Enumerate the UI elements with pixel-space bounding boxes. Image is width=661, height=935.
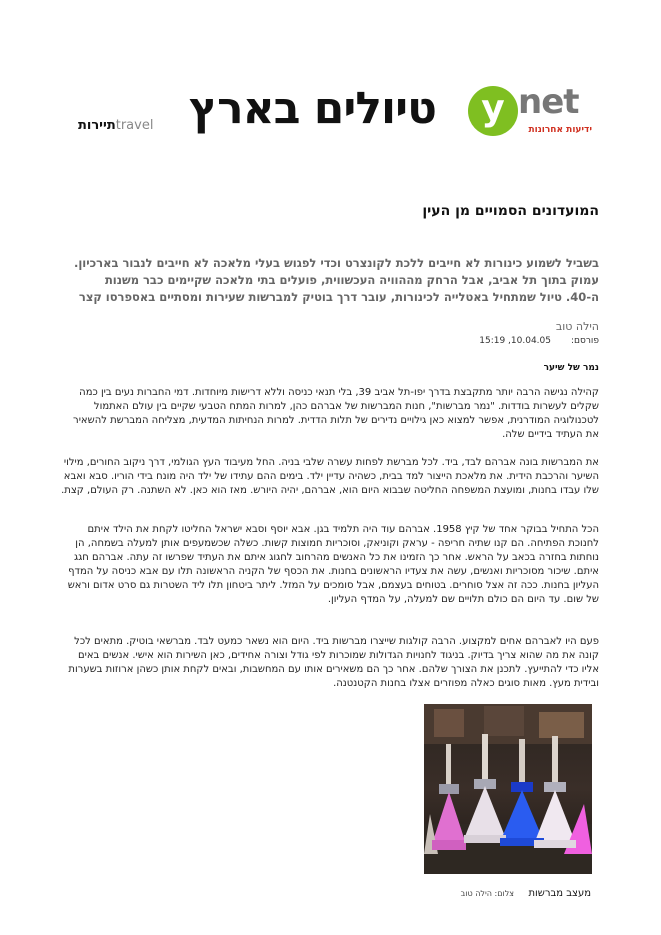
ynet-logo-net: net: [518, 82, 579, 122]
photo-credit: צלום: הילה טוב: [460, 889, 514, 898]
travel-logo-english: travel: [115, 118, 154, 133]
published-date: 15:19 ,10.04.05: [479, 336, 551, 346]
ynet-logo[interactable]: [468, 82, 592, 138]
article-paragraph: הכל התחיל בבוקר אחד של קיץ 1958. אברהם עוד היה תלמיד בגן. אבא יוסף וסבא ישראל החליטו לקחת את הילד איתם לחנוכת הפתיחה. הם קנו שתיה חריפה - עראק וקוניאק, וסוכריות חמוצות קשות. כשלה שכשמעפים אותן למעלה בשמחה, הן נוחתות בחזרה בכאב על הראש. אחר כך הזמינו את כל האנשים מהרחוב לחגוג איתם את העתיד שפרשו זה עתה. אברהם חגג איתם. שיכור מסוכריות ואנשים, עשה את צעדיו הראשונים בחנות. את הכסף של הקניה הראשונה תלו עם אבא כניסה על המדף העליון בחנות. ככה זה אצל סוחרים. בטוחים בעצמם, אבל סומכים על המזל. ליתר ביטחון תלו ליד השטרות גם סרט אדום וראש של שום. עד היום הם כולם תלויים שם למעלה, על המדף העליון.: [67, 524, 599, 605]
published-label: פורסם:: [571, 336, 599, 346]
photo-caption: מעצב מברשות: [528, 888, 591, 899]
article-author[interactable]: הילה טוב: [555, 320, 599, 333]
article-paragraph: קהילה נגישה הרבה יותר מתקבצת בדרך יפו-תל אביב 39, בלי תנאי כניסה וללא דרישות מיוחדות. דמי החברות נעים בין כמה שקלים לעשרות בודדות. "נמר מברשות", חנות המברשות של אברהם כהן, למרות המתח הטבעי שקיים בין עולם האתמול לטכנולוגיה המודרנית, אפשר למצוא כאן גילויים נדירים של תלות הדדית. למרות הנחיתות המדעית, מצליחה המברשת להשאיר את העתיד בידיים שלה.: [73, 387, 599, 440]
ynet-logo-subtitle: ידיעות אחרונות: [528, 125, 592, 135]
article-headline: המועדונים הסמויים מן העין: [422, 203, 599, 219]
article-subtitle: בשביל לשמוע כינורות לא חייבים ללכת לקונצרט וכדי לפגוש בעלי מלאכה לא חייבים לנבור בארכיון. עמוק בתוך תל אביב, אבל הרחק מההוויה העכשווית, פועלים בתי מלאכה שקיימים כבר משנות ה-40. טיול שמתחיל באטלייה לכינורות, עובר דרך בוטיק למברשות שעירות ומסתיים באספרסו קצר: [73, 256, 599, 304]
article-photo-brushes: [424, 704, 592, 874]
section-title: נמר של שיער: [543, 363, 599, 373]
article-paragraph: פעם היו לאברהם אחים למקצוע. הרבה קולגות שייצרו מברשות ביד. היום הוא נשאר כמעט לבד. מברשאי בוטיק. מתאים לכל קונה את מה שהוא צריך בדיוק. בניגוד לחנויות הגדולות שמוכרות לפי גודל וצורה אחידים, כאן השירות הוא אישי. אנשים באים אליו כדי להתייעץ. לתכנן את הצורך שלהם. אחר כך הם משאירים אותו עם המחשבות, ובאים לקחת אותן כשהן ארוזות בשערות ובידית מעץ. מאות סוגים כאלה מפוזרים אצלו בחנות הקטנטנה.: [68, 636, 599, 689]
article-paragraph: את המברשות בונה אברהם לבד, ביד. לכל מברשת לפחות עשרה שלבי בניה. החל מעיבוד העץ הגולמי, דרך ניקוב החורים, מילוי השיער והרכבת הידית. את מלאכת הייצור למד בבית, כשהיה עדיין ילד. בימים ההם עתידו של ילד היה מונח בידי הוריו. סבא ואבא שלו עבדו בחנות, ומועצת המשפחה החליטה שבבוא היום הוא, אברהם, יהיה היורש. מאז הוא כאן. לא השתנה. רק העולם, קצת.: [61, 457, 599, 496]
travel-logo-hebrew: תיירות: [78, 118, 116, 133]
masthead-title: טיולים בארץ: [189, 83, 436, 134]
travel-section-logo[interactable]: [78, 118, 153, 134]
ynet-logo-y: y: [468, 86, 518, 136]
